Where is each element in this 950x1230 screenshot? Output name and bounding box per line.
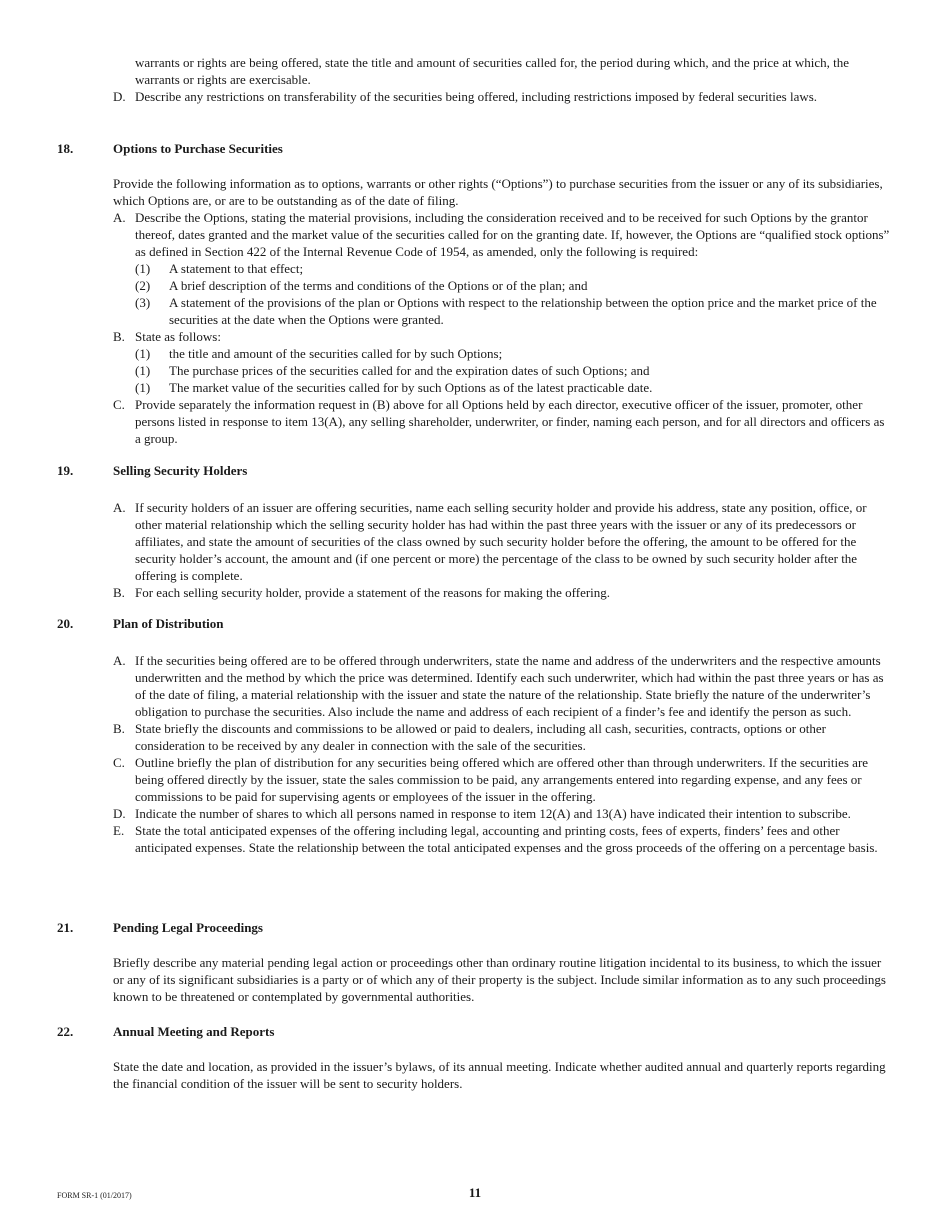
form-id: FORM SR-1 (01/2017) — [57, 1191, 132, 1200]
sub-marker: (1) — [135, 261, 151, 276]
sub-text: A brief description of the terms and conditions of the Options or of the plan; and — [169, 278, 588, 293]
list-text: Provide separately the information request in (B) above for all Options held by each director, executive officer of the issuer, promoter, other persons listed in response to item 13(A), any selling shareholder, underwriter, or finder, naming each person, and for all directors and officers as a group. — [135, 397, 885, 446]
section-intro: Provide the following information as to options, warrants or other rights (“Options”) to purchase securities from the issuer or any of its subsidiaries, which Options are, or are to be outstanding as of the date of filing. — [113, 176, 883, 208]
list-marker: D. — [113, 806, 126, 821]
sub-text: The purchase prices of the securities called for and the expiration dates of such Options; and — [169, 363, 650, 378]
list-marker: C. — [113, 755, 125, 770]
list-text: State the total anticipated expenses of the offering including legal, accounting and printing costs, fees of experts, finders’ fees and other anticipated expenses. State the relationship between the total anticipated expenses and the gross proceeds of the offering on a percentage basis. — [135, 823, 878, 855]
section-title: Pending Legal Proceedings — [113, 920, 263, 935]
page-number: 11 — [468, 1185, 482, 1200]
list-item-b — [113, 328, 893, 345]
section-body — [113, 175, 893, 447]
list-marker: B. — [113, 721, 125, 736]
list-item-b — [113, 584, 893, 601]
list-item-e — [113, 822, 893, 856]
list-text: If security holders of an issuer are offering securities, name each selling security holder and provide his address, state any position, office, or other material relationship which the selling security holder has had within the past three years with the issuer or any of its predecessors or affiliates, and state the amount of securities of the class owned by such security holder before the offering, the amount to be offered for the security holder’s account, the amount and (if one percent or more) the percentage of the class to be owned by such security holder after the offering is complete. — [135, 500, 867, 583]
section-text: Briefly describe any material pending legal action or proceedings other than ordinary routine litigation incidental to its business, to which the issuer or any of its significant subsidiaries is a party or of which any of their property is the subject. Include similar information as to any such proceedings known to be threatened or contemplated by governmental authorities. — [113, 955, 886, 1004]
list-marker: B. — [113, 329, 125, 344]
sub-marker: (2) — [135, 278, 151, 293]
sub-item — [135, 379, 893, 396]
section-number: 22. — [57, 1024, 74, 1039]
list-item-b — [113, 720, 893, 754]
section-body — [113, 954, 893, 1005]
sub-text: A statement to that effect; — [169, 261, 304, 276]
section-body — [113, 1058, 893, 1092]
section-title: Plan of Distribution — [113, 616, 224, 631]
list-text: Indicate the number of shares to which all persons named in response to item 12(A) and 13(A) have indicated their intention to subscribe. — [135, 806, 851, 821]
section-title: Options to Purchase Securities — [113, 141, 283, 156]
section-number: 21. — [57, 920, 74, 935]
list-item-a — [113, 499, 893, 584]
section-title: Selling Security Holders — [113, 463, 248, 478]
list-marker: E. — [113, 823, 125, 838]
list-text: If the securities being offered are to be offered through underwriters, state the name and address of the underwriters and the respective amounts underwritten and the method by which the price was determined. Identify each such underwriter, which had within the past three years or has as of the date of filing, a material relationship with the issuer and state the nature of the relationship. State briefly the nature of the underwriter’s obligation to purchase the securities. Also include the name and address of each recipient of a finder’s fee and identify the person as such. — [135, 653, 884, 719]
section-number: 18. — [57, 141, 74, 156]
list-marker: D. — [113, 89, 126, 104]
list-marker: A. — [113, 500, 126, 515]
sub-marker: (1) — [135, 380, 151, 395]
list-text: Outline briefly the plan of distribution for any securities being offered which are offered other than through underwriters. If the securities are being offered directly by the issuer, state the sales commission to be paid, any arrangements entered into regarding expense, and any fees or commissions to be paid for supervising agents or employees of the issuer in the offering. — [135, 755, 869, 804]
sub-item — [135, 260, 893, 277]
sub-marker: (1) — [135, 346, 151, 361]
section-title: Annual Meeting and Reports — [113, 1024, 275, 1039]
list-item-d — [113, 88, 893, 105]
list-marker: C. — [113, 397, 125, 412]
list-marker: A. — [113, 210, 126, 225]
sub-text: A statement of the provisions of the plan or Options with respect to the relationship between the option price and the market price of the securities at the date when the Options were granted. — [169, 295, 877, 327]
list-text: State as follows: — [135, 329, 221, 344]
list-item-d — [113, 805, 893, 822]
sub-marker: (1) — [135, 363, 151, 378]
continued-section — [113, 54, 893, 105]
list-item-a — [113, 209, 893, 260]
list-text: State briefly the discounts and commissions to be allowed or paid to dealers, including all cash, securities, contracts, options or other consideration to be received by any dealer in connection with the sale of the securities. — [135, 721, 827, 753]
list-text: For each selling security holder, provide a statement of the reasons for making the offering. — [135, 585, 611, 600]
section-body — [113, 652, 893, 856]
sub-text: the title and amount of the securities called for by such Options; — [169, 346, 503, 361]
sub-item — [135, 362, 893, 379]
sub-text: The market value of the securities called for by such Options as of the latest practicable date. — [169, 380, 653, 395]
sub-marker: (3) — [135, 295, 151, 310]
sub-item — [135, 345, 893, 362]
list-marker: B. — [113, 585, 125, 600]
section-number: 20. — [57, 616, 74, 631]
continued-text: warrants or rights are being offered, state the title and amount of securities called for, the period during which, and the price at which, the warrants or rights are exercisable. — [135, 55, 849, 87]
list-marker: A. — [113, 653, 126, 668]
list-text: Describe the Options, stating the material provisions, including the consideration received and to be received for such Options by the grantor thereof, dates granted and the market value of the securities called for on the granting date. If, however, the Options are “qualified stock options” as defined in Section 422 of the Internal Revenue Code of 1954, as amended, only the following is required: — [135, 210, 890, 259]
section-number: 19. — [57, 463, 74, 478]
list-item-c — [113, 396, 893, 447]
sub-item — [135, 277, 893, 294]
section-body — [113, 499, 893, 601]
section-text: State the date and location, as provided in the issuer’s bylaws, of its annual meeting. Indicate whether audited annual and quarterly reports regarding the financial condition of the issuer will be sent to security holders. — [113, 1059, 886, 1091]
sub-item — [135, 294, 893, 328]
list-item-a — [113, 652, 893, 720]
list-text: Describe any restrictions on transferability of the securities being offered, including restrictions imposed by federal securities laws. — [135, 89, 818, 104]
list-item-c — [113, 754, 893, 805]
